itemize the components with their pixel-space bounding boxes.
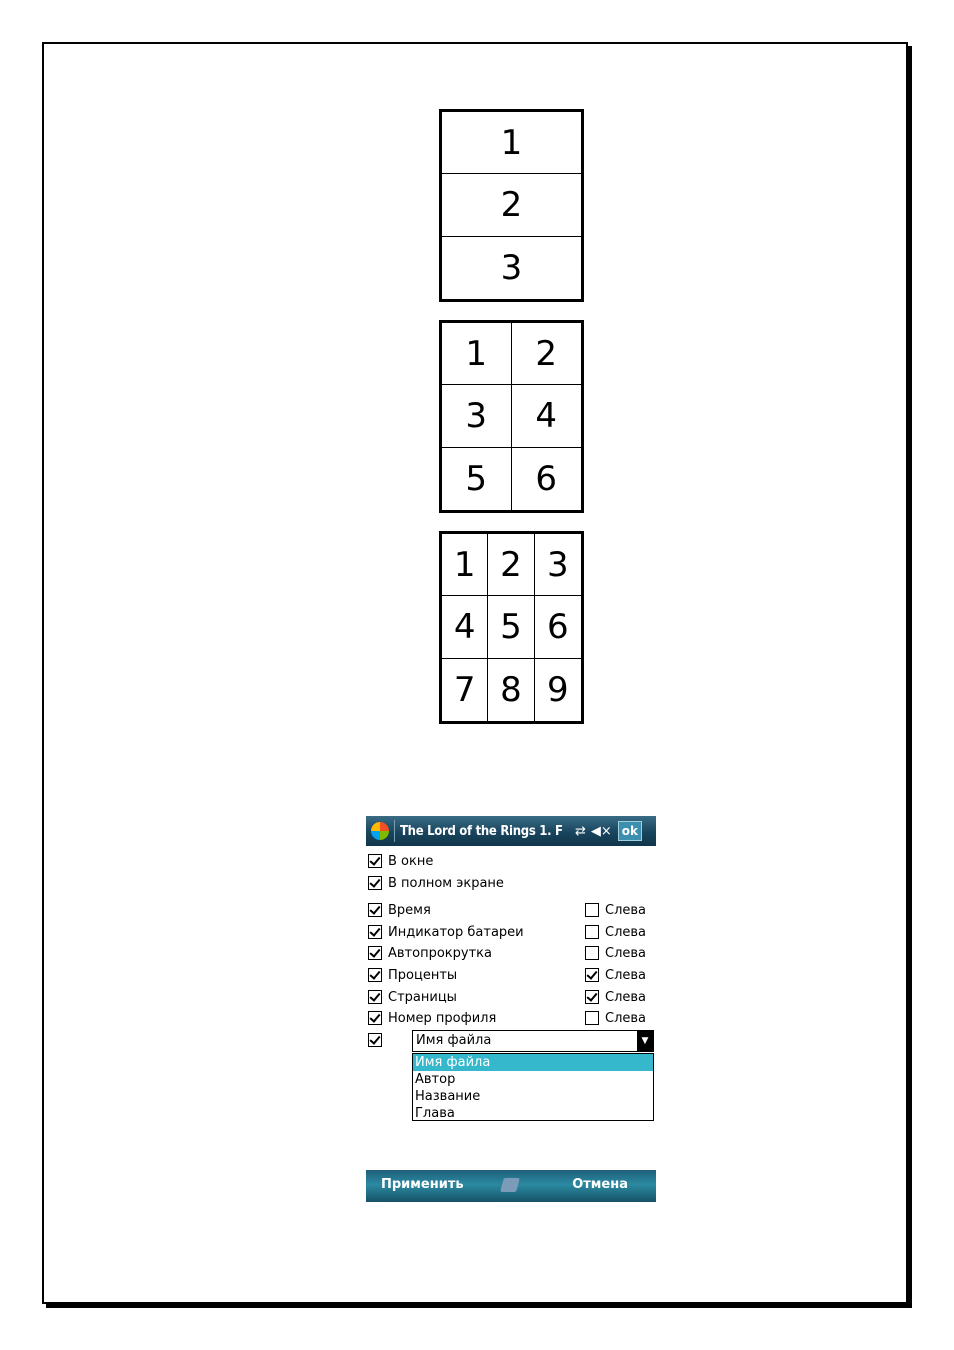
dropdown-option[interactable]: Автор (415, 1072, 456, 1087)
title-separator (394, 820, 395, 842)
grid-cell: 4 (442, 596, 488, 658)
item-profile-number[interactable] (368, 1008, 496, 1028)
checkbox[interactable] (585, 1011, 599, 1025)
connectivity-icon[interactable]: ⇄ (575, 823, 586, 839)
option-fullscreen[interactable] (368, 873, 504, 893)
left-toggle-pages[interactable] (585, 987, 646, 1007)
item-autoscroll[interactable] (368, 943, 492, 963)
item-filename-toggle[interactable] (368, 1030, 388, 1050)
checkbox[interactable] (585, 990, 599, 1004)
grid-cell: 2 (512, 323, 582, 385)
grid-cell: 3 (442, 385, 512, 447)
checkbox[interactable] (368, 946, 382, 960)
chevron-down-icon[interactable]: ▼ (637, 1031, 653, 1051)
grid-cell: 3 (500, 247, 523, 288)
option-label: В окне (388, 853, 434, 869)
grid-2x3 (439, 320, 584, 513)
info-select[interactable] (412, 1030, 654, 1052)
item-label: Страницы (388, 989, 457, 1005)
item-percent[interactable] (368, 965, 457, 985)
left-toggle-autoscroll[interactable] (585, 943, 646, 963)
grid-cell: 8 (488, 659, 534, 721)
grid-cell: 5 (442, 448, 512, 510)
left-toggle-percent[interactable] (585, 965, 646, 985)
checkbox[interactable] (368, 903, 382, 917)
checkbox[interactable] (368, 854, 382, 868)
grid-cell: 4 (512, 385, 582, 447)
item-time[interactable] (368, 900, 431, 920)
option-label: В полном экране (388, 875, 504, 891)
checkbox[interactable] (585, 946, 599, 960)
grid-cell: 1 (442, 534, 488, 596)
grid-1x3 (439, 109, 584, 302)
title-bar (366, 816, 656, 846)
dropdown-option[interactable]: Глава (415, 1106, 455, 1121)
grid-cell: 6 (535, 458, 558, 499)
windows-logo-icon (371, 822, 389, 840)
item-battery[interactable] (368, 922, 524, 942)
checkbox[interactable] (368, 876, 382, 890)
checkbox[interactable] (368, 968, 382, 982)
item-label: Индикатор батареи (388, 924, 524, 940)
grid-cell: 1 (442, 323, 512, 385)
window-title: The Lord of the Rings 1. F (400, 823, 563, 839)
checkbox[interactable] (368, 1033, 382, 1047)
grid-cell: 1 (442, 112, 581, 174)
item-label: Проценты (388, 967, 458, 983)
left-toggle-battery[interactable] (585, 922, 646, 942)
left-label: Слева (605, 902, 647, 918)
left-label: Слева (605, 967, 647, 983)
softkey-bar (366, 1170, 656, 1202)
dropdown-option[interactable]: Имя файла (413, 1054, 653, 1071)
item-label: Номер профиля (388, 1010, 497, 1026)
checkbox[interactable] (368, 990, 382, 1004)
select-dropdown (412, 1053, 654, 1121)
grid-cell: 3 (535, 534, 581, 596)
item-pages[interactable] (368, 987, 457, 1007)
grid-cell: 5 (488, 596, 534, 658)
item-label: Автопрокрутка (388, 945, 492, 961)
left-label: Слева (605, 924, 647, 940)
left-label: Слева (605, 945, 647, 961)
checkbox[interactable] (368, 925, 382, 939)
grid-cell: 9 (547, 669, 569, 710)
left-label: Слева (605, 1010, 647, 1026)
volume-muted-icon[interactable]: ◀× (590, 823, 612, 839)
checkbox[interactable] (585, 968, 599, 982)
apply-softkey[interactable]: Применить (381, 1177, 464, 1192)
grid-cell: 7 (442, 659, 488, 721)
grid-cell: 6 (535, 596, 581, 658)
start-button[interactable] (366, 816, 394, 846)
grid-3x3 (439, 531, 584, 724)
select-value: Имя файла (416, 1033, 492, 1048)
grid-cell: 2 (488, 534, 534, 596)
checkbox[interactable] (585, 903, 599, 917)
device-screen (366, 816, 656, 1202)
item-label: Время (388, 902, 431, 918)
left-toggle-profile-number[interactable] (585, 1008, 646, 1028)
checkbox[interactable] (368, 1011, 382, 1025)
option-window[interactable] (368, 851, 433, 871)
keyboard-icon[interactable] (500, 1178, 520, 1192)
left-toggle-time[interactable] (585, 900, 646, 920)
cancel-softkey[interactable]: Отмена (572, 1177, 628, 1192)
grid-cell: 2 (442, 174, 581, 236)
ok-button[interactable]: ok (618, 821, 642, 841)
dropdown-option[interactable]: Название (415, 1089, 481, 1104)
checkbox[interactable] (585, 925, 599, 939)
left-label: Слева (605, 989, 647, 1005)
